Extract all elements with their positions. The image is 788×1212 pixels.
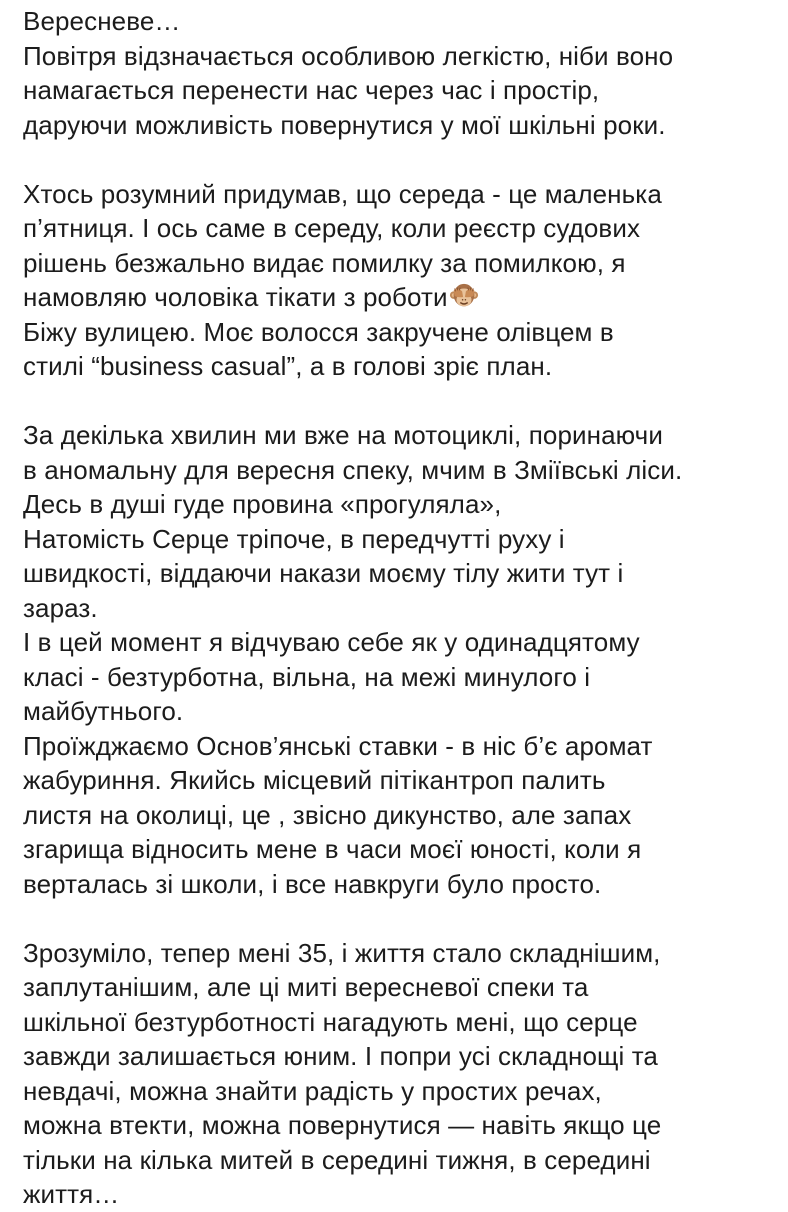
paragraph-gap xyxy=(23,384,783,419)
text-line: класі - безтурботна, вільна, на межі минулого і xyxy=(23,661,591,692)
paragraph-gap xyxy=(23,901,783,936)
text-line: верталась зі школи, і все навкруги було просто. xyxy=(23,868,602,899)
text-line: Повітря відзначається особливою легкістю, ніби воно xyxy=(23,40,674,71)
text-line: За декілька хвилин ми вже на мотоциклі, поринаючи xyxy=(23,420,663,450)
text-line: завжди залишається юним. І попри усі складнощі та xyxy=(23,1041,658,1071)
text-line: майбутнього. xyxy=(23,696,184,726)
text-line: невдачі, можна знайти радість у простих речах, xyxy=(23,1075,602,1106)
text-line: тільки на кілька митей в середині тижня, в середині xyxy=(23,1144,651,1175)
text-line: заплутанішим, але ці миті вересневої спеки та xyxy=(23,972,589,1002)
text-line: згарища відносить мене в часи моєї юності, коли я xyxy=(23,834,642,864)
text-line: Десь в душі гуде провина «прогуляла», xyxy=(23,489,502,519)
text-line: Зрозуміло, тепер мені 35, і життя стало складнішим, xyxy=(23,937,661,968)
text-line: стилі “business casual”, а в голові зріє план. xyxy=(23,351,553,381)
text-line: намагається перенести нас через час і простір, xyxy=(23,75,600,105)
text-line: в аномальну для вересня спеку, мчим в Зміївські ліси. xyxy=(23,454,683,485)
paragraph-gap xyxy=(23,142,783,177)
post-text xyxy=(23,4,783,1212)
text-line: Проїжджаємо Основ’янські ставки - в ніс б’є аромат xyxy=(23,730,653,761)
text-line: І в цей момент я відчуваю себе як у одинадцятому xyxy=(23,627,640,657)
text-line: Хтось розумний придумав, що середа - це маленька xyxy=(23,178,662,209)
text-line: листя на околиці, це , звісно дикунство, але запах xyxy=(23,799,632,830)
text-line: даруючи можливість повернутися у мої шкільні роки. xyxy=(23,109,666,140)
text-line: намовляю чоловіка тікати з роботи xyxy=(23,282,448,312)
text-line: рішень безжально видає помилку за помилкою, я xyxy=(23,247,626,278)
text-line: жабуриння. Якийсь місцевий пітікантроп палить xyxy=(23,765,606,795)
text-line: Біжу вулицею. Моє волосся закручене олівцем в xyxy=(23,316,614,347)
text-line: можна втекти, можна повернутися — навіть якщо це xyxy=(23,1110,662,1140)
text-line: швидкості, віддаючи накази моєму тілу жити тут і xyxy=(23,558,624,588)
text-line: Натомість Серце тріпоче, в передчутті руху і xyxy=(23,523,565,554)
text-line: зараз. xyxy=(23,592,98,623)
text-line: п’ятниця. І ось саме в середу, коли реєстр судових xyxy=(23,213,641,243)
text-line: шкільної безтурботності нагадують мені, що серце xyxy=(23,1006,638,1037)
text-line: життя… xyxy=(23,1179,120,1209)
see-no-evil-monkey-icon xyxy=(449,281,479,311)
text-line: Вересневе… xyxy=(23,6,181,36)
text-line-with-emoji xyxy=(23,280,783,315)
